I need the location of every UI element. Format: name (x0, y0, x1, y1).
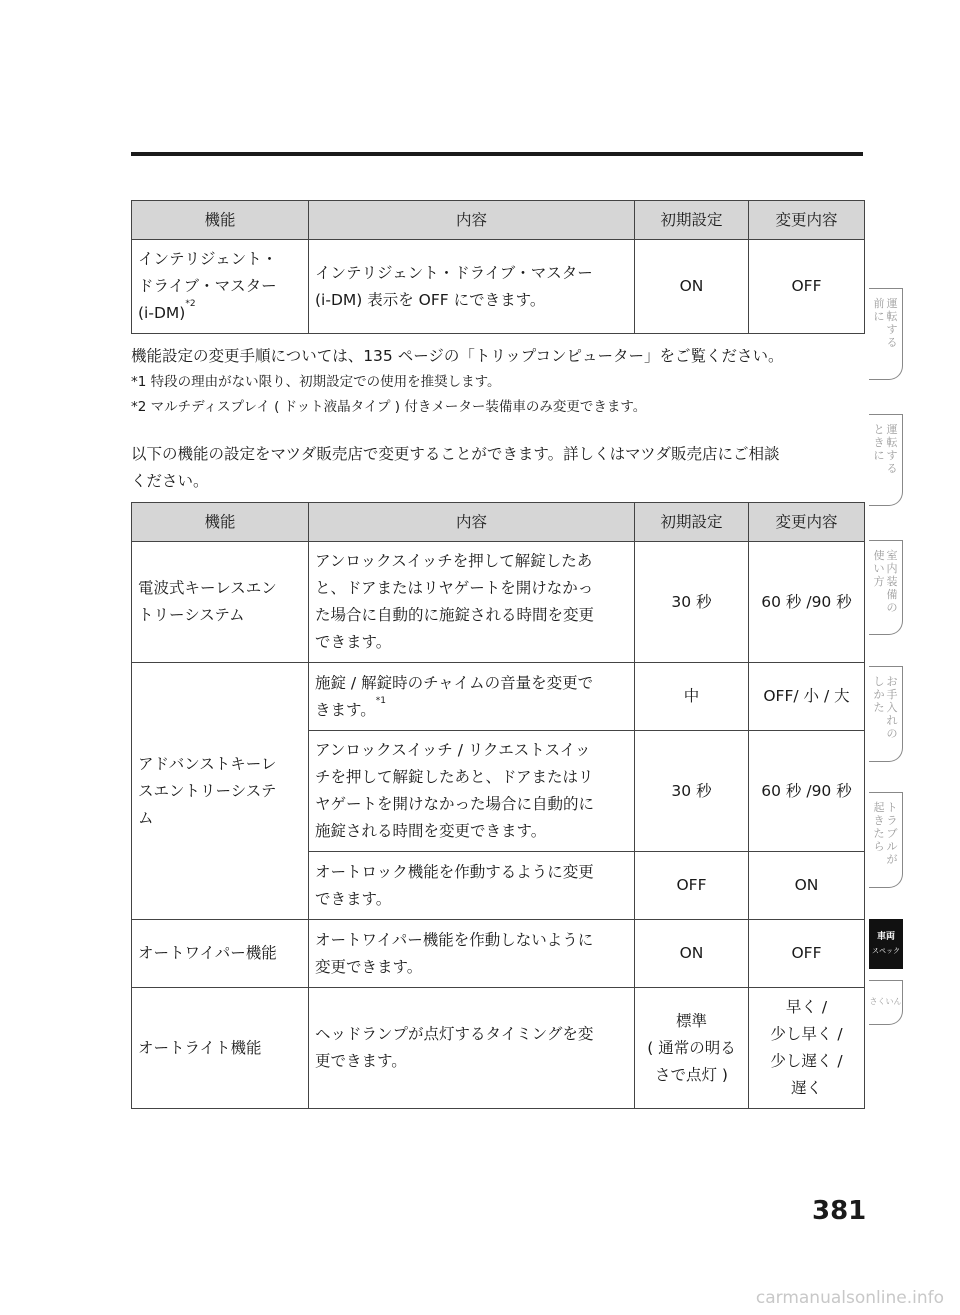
changed-cell: 60 秒 /90 秒 (749, 731, 865, 852)
tab-char: が (886, 853, 898, 866)
header-changed: 変更内容 (749, 201, 865, 240)
cell-line: アンロックスイッチ / リクエストスイッ (315, 741, 591, 759)
footnote-ref: *1 (375, 695, 386, 706)
content-cell (309, 731, 635, 852)
tab-char: し (873, 675, 885, 688)
cell-line: インテリジェント・ (138, 250, 278, 268)
tab-char: 方 (873, 575, 885, 588)
table-row (132, 988, 865, 1109)
tab-char: の (886, 727, 898, 740)
tab-char: た (873, 827, 885, 840)
header-changed: 変更内容 (749, 503, 865, 542)
page-number: 381 (812, 1196, 867, 1226)
initial-cell: OFF (635, 852, 749, 920)
tab-char: い (873, 562, 885, 575)
tab-char: ブ (886, 827, 898, 840)
cell-line: 標準 (675, 1011, 707, 1030)
initial-cell (635, 988, 749, 1109)
table-row (132, 240, 865, 334)
header-content: 内容 (309, 503, 635, 542)
side-tab-maintenance[interactable] (869, 666, 903, 762)
content-cell (309, 663, 635, 731)
function-cell (132, 542, 309, 663)
table-row (132, 663, 865, 731)
cell-line: 施錠される時間を変更できます。 (315, 822, 547, 840)
tab-label: スペック (872, 947, 900, 955)
footnote-ref: *2 (185, 299, 196, 309)
initial-cell: ON (635, 240, 749, 334)
function-cell: オートワイパー機能 (132, 920, 309, 988)
table-row (132, 542, 865, 663)
cell-line: アンロックスイッチを押して解錠したあ (315, 552, 593, 570)
tab-char: る (886, 336, 898, 349)
content-cell (309, 920, 635, 988)
table-row (132, 920, 865, 988)
footnote-2: *2 マルチディスプレイ ( ドット液晶タイプ ) 付きメーター装備車のみ変更できます。 (131, 399, 647, 415)
tab-char: 手 (886, 688, 898, 701)
cell-line: 早く / (785, 998, 828, 1016)
tab-char: 起 (873, 801, 885, 814)
cell-line (138, 300, 302, 327)
cell-line: オートワイパー機能を作動しないように (315, 930, 594, 949)
tab-char: た (873, 701, 885, 714)
tab-char: 運 (886, 423, 898, 436)
changed-cell: OFF (749, 920, 865, 988)
top-rule (131, 152, 863, 156)
content-cell (309, 852, 635, 920)
content-cell (309, 240, 635, 334)
side-tab-index[interactable] (869, 980, 903, 1025)
intro-paragraph (131, 441, 866, 495)
changed-cell: OFF (749, 240, 865, 334)
side-tab-before-driving[interactable] (869, 288, 903, 380)
tab-char: 使 (873, 549, 885, 562)
initial-cell: 30 秒 (635, 542, 749, 663)
tab-char: る (886, 462, 898, 475)
tab-label: さくいん (869, 997, 902, 1006)
cell-line (315, 697, 628, 724)
tab-char: ラ (886, 814, 898, 827)
changed-cell: ON (749, 852, 865, 920)
tab-char: か (873, 688, 885, 701)
tab-char: に (873, 449, 885, 462)
cell-line: オートロック機能を作動するように変更 (315, 862, 594, 881)
tab-char: ト (886, 801, 898, 814)
cell-line: た場合に自動的に施錠される時間を変更 (315, 606, 595, 624)
tab-char: お (886, 675, 898, 688)
cell-line: ム (138, 808, 154, 827)
table-header-row (132, 201, 865, 240)
paragraph-line: 以下の機能の設定をマツダ販売店で変更することができます。詳しくはマツダ販売店にご相談 (131, 445, 780, 463)
tab-char: ら (873, 840, 885, 853)
tab-char: 内 (886, 562, 898, 575)
header-initial: 初期設定 (635, 503, 749, 542)
tab-char: 装 (886, 575, 898, 588)
cell-line: 変更できます。 (315, 957, 423, 976)
cell-text: きます。 (315, 700, 376, 719)
header-function: 機能 (132, 503, 309, 542)
cell-line: 施錠 / 解錠時のチャイムの音量を変更で (315, 673, 594, 692)
side-tab-while-driving[interactable] (869, 414, 903, 506)
cell-line: (i-DM) 表示を OFF にできます。 (315, 290, 546, 309)
function-cell (132, 663, 309, 920)
cell-line: 更できます。 (315, 1052, 407, 1070)
tab-char: の (886, 601, 898, 614)
header-function: 機能 (132, 201, 309, 240)
cell-line: ヘッドランプが点灯するタイミングを変 (315, 1025, 594, 1043)
paragraph-line: ください。 (131, 472, 209, 490)
function-cell: オートライト機能 (132, 988, 309, 1109)
changed-cell (749, 988, 865, 1109)
cell-line: 少し遅く / (770, 1052, 843, 1070)
tab-char: き (873, 814, 885, 827)
tab-char: 転 (886, 436, 898, 449)
cell-line: 遅く (790, 1079, 822, 1097)
tab-char: 入 (886, 701, 898, 714)
changed-cell: 60 秒 /90 秒 (749, 542, 865, 663)
tab-char: に (873, 310, 885, 323)
tab-char: 運 (886, 297, 898, 310)
cell-line: さで点灯 ) (655, 1065, 728, 1084)
procedure-note: 機能設定の変更手順については、135 ページの「トリップコンピューター」をご覧ください。 (131, 347, 784, 365)
cell-line: ヤゲートを開けなかった場合に自動的に (315, 795, 595, 813)
tab-char: 前 (873, 297, 885, 310)
cell-line: ( 通常の明る (647, 1038, 736, 1057)
cell-line: 少し早く / (770, 1025, 843, 1043)
content-cell (309, 542, 635, 663)
cell-line: と、ドアまたはリヤゲートを開けなかっ (315, 579, 594, 597)
tab-char: き (873, 436, 885, 449)
settings-table-1 (131, 200, 865, 334)
initial-cell: 中 (635, 663, 749, 731)
side-tab-vehicle-spec[interactable] (869, 919, 903, 969)
table-header-row (132, 503, 865, 542)
tab-char: す (886, 323, 898, 336)
cell-line: ドライブ・マスター (138, 277, 277, 295)
changed-cell: OFF/ 小 / 大 (749, 663, 865, 731)
cell-line: インテリジェント・ドライブ・マスター (315, 263, 593, 282)
initial-cell: ON (635, 920, 749, 988)
cell-text: (i-DM) (138, 304, 186, 322)
tab-label: 車両 (876, 932, 895, 942)
cell-line: 電波式キーレスエン (138, 579, 277, 597)
tab-char: 備 (886, 588, 898, 601)
tab-char: す (886, 449, 898, 462)
tab-char: 転 (886, 310, 898, 323)
tab-char: 室 (886, 549, 898, 562)
settings-table-2 (131, 502, 865, 1109)
side-tab-interior-equipment[interactable] (869, 540, 903, 635)
initial-cell: 30 秒 (635, 731, 749, 852)
cell-line: チを押して解錠したあと、ドアまたはリ (315, 768, 594, 786)
content-cell (309, 988, 635, 1109)
cell-line: スエントリーシステ (138, 781, 277, 800)
cell-line: アドバンストキーレ (138, 754, 277, 773)
cell-line: できます。 (315, 889, 392, 908)
tab-char: と (873, 423, 885, 436)
footnote-1: *1 特段の理由がない限り、初期設定での使用を推奨します。 (131, 374, 501, 390)
tab-char: ル (886, 840, 898, 853)
header-initial: 初期設定 (635, 201, 749, 240)
tab-char: れ (886, 714, 898, 727)
function-cell (132, 240, 309, 334)
header-content: 内容 (309, 201, 635, 240)
cell-line: できます。 (315, 633, 392, 651)
side-tab-trouble[interactable] (869, 792, 903, 888)
cell-line: トリーシステム (138, 606, 245, 624)
watermark: carmanualsonline.info (755, 1288, 944, 1308)
